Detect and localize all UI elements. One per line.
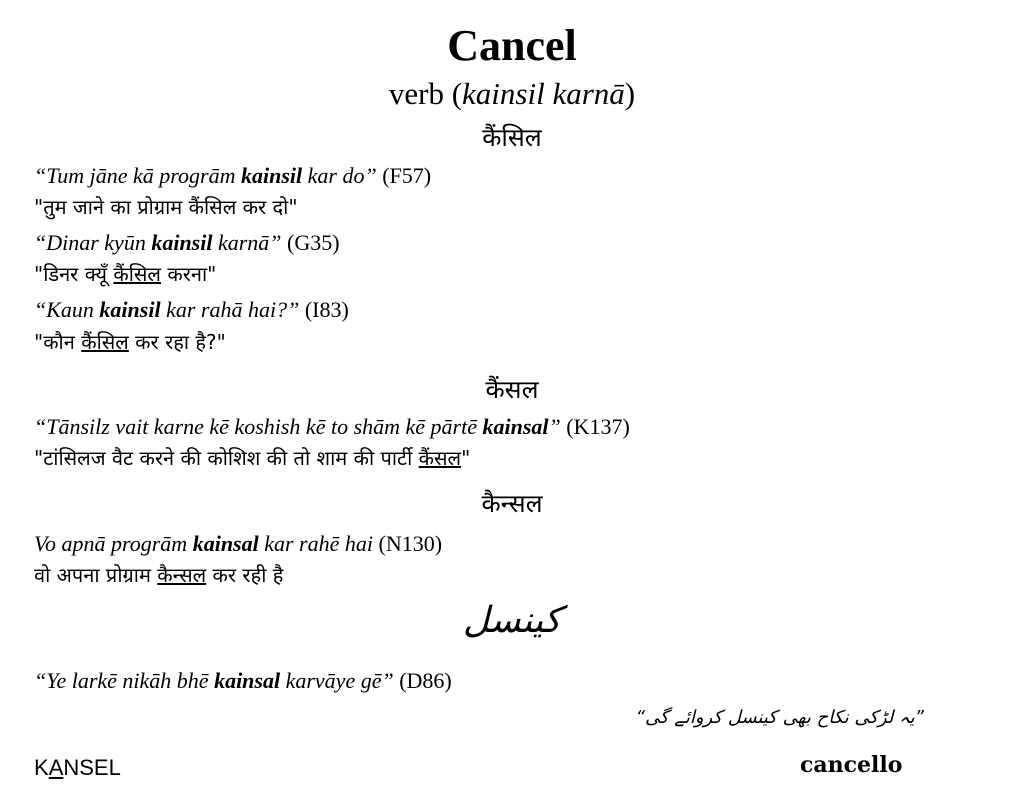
- pos-transliteration: kainsil karnā: [462, 76, 625, 111]
- example-post: kar rahē hai: [258, 531, 373, 556]
- deva-post: करना": [161, 262, 217, 286]
- example-pre: “Dinar kyūn: [34, 230, 152, 255]
- example-ref: (N130): [373, 531, 443, 556]
- deva-pre: "तुम जाने का प्रोग्राम: [34, 195, 189, 219]
- example-ref: (F57): [376, 163, 432, 188]
- deva-pre: वो अपना प्रोग्राम: [34, 563, 158, 587]
- deva-pre: "टांसिलज वैट करने की कोशिश की तो शाम की पार्टी: [34, 446, 419, 470]
- example-post: kar do”: [302, 163, 377, 188]
- example-transliteration: [34, 163, 431, 189]
- etymology-origin: cancello: [800, 752, 903, 778]
- example-devanagari: [34, 561, 283, 588]
- example-transliteration: [34, 414, 630, 440]
- example-transliteration: [34, 297, 349, 323]
- example-devanagari: [34, 328, 226, 355]
- example-ref: (G35): [281, 230, 340, 255]
- example-pre: “Ye larkē nikāh bhē: [34, 668, 215, 693]
- example-post: karvāye gē”: [280, 668, 394, 693]
- example-devanagari: [34, 444, 470, 471]
- deva-post: कर दो": [236, 195, 298, 219]
- example-keyword: kainsil: [240, 163, 303, 188]
- deva-pre: "डिनर क्यूँ: [34, 262, 114, 286]
- example-ref: (I83): [299, 297, 349, 322]
- example-keyword: kainsal: [214, 668, 281, 693]
- devanagari-heading: कैन्सल: [481, 489, 543, 518]
- entry-title: Cancel: [447, 21, 577, 70]
- example-keyword: kainsal: [482, 414, 549, 439]
- example-ref: (K137): [560, 414, 630, 439]
- example-post: karnā”: [212, 230, 282, 255]
- pronunciation-guide: [34, 755, 121, 781]
- pos-prefix: verb (: [388, 76, 463, 111]
- pos-suffix: ): [624, 76, 636, 111]
- pron-after: NSEL: [63, 755, 121, 780]
- deva-pre: "कौन: [34, 330, 82, 354]
- example-post: kar rahā hai?”: [160, 297, 300, 322]
- example-pre: “Kaun: [34, 297, 100, 322]
- deva-keyword: कैंसिल: [113, 262, 161, 286]
- example-ref: (D86): [393, 668, 452, 693]
- example-post: ”: [548, 414, 561, 439]
- example-keyword: kainsil: [99, 297, 161, 322]
- deva-keyword: कैन्सल: [157, 563, 207, 587]
- devanagari-heading: कैंसिल: [482, 123, 542, 152]
- example-pre: Vo apnā progrām: [34, 531, 193, 556]
- deva-post: कर रही है: [206, 563, 284, 587]
- example-keyword: kainsil: [151, 230, 213, 255]
- urdu-heading: کینسل: [462, 600, 562, 641]
- example-pre: “Tum jāne kā progrām: [34, 163, 241, 188]
- deva-post: ": [461, 446, 471, 470]
- part-of-speech: [0, 76, 1024, 112]
- example-devanagari: [34, 260, 216, 287]
- example-pre: “Tānsilz vait karne kē koshish kē to shām kē pārtē: [34, 414, 483, 439]
- example-keyword: kainsal: [192, 531, 259, 556]
- example-transliteration: [34, 668, 452, 694]
- pron-before: K: [34, 755, 49, 780]
- pron-stress: A: [48, 755, 64, 780]
- example-transliteration: [34, 531, 442, 557]
- deva-keyword: कैंसिल: [188, 195, 237, 219]
- example-devanagari: [34, 193, 298, 220]
- deva-keyword: कैंसल: [418, 446, 462, 470]
- example-transliteration: [34, 230, 340, 256]
- deva-post: कर रहा है?": [128, 330, 226, 354]
- urdu-example: ”یہ لڑکی نکاح بھی کینسل کروائے گی“: [635, 707, 924, 728]
- deva-keyword: कैंसिल: [81, 330, 129, 354]
- devanagari-heading: कैंसल: [485, 375, 539, 404]
